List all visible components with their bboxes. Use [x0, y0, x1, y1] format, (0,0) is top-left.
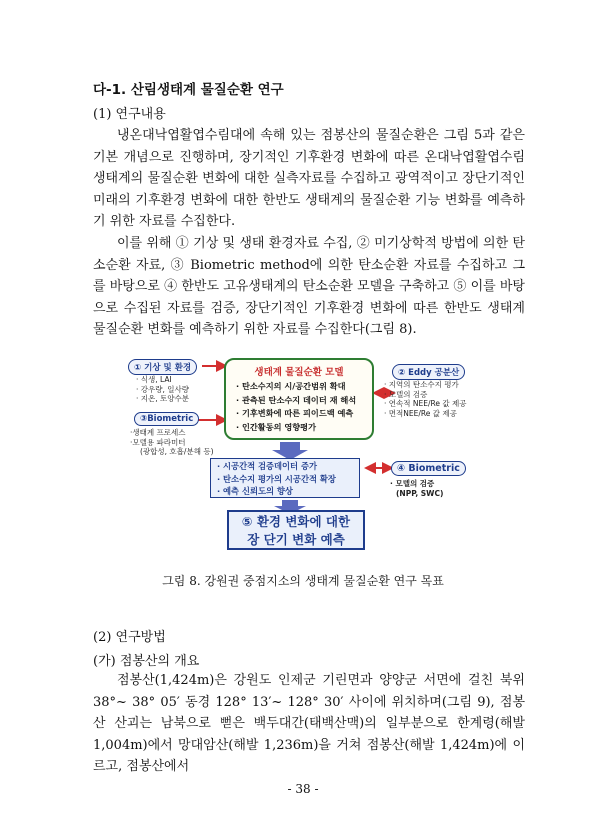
bottom-box: · 시공간적 검증데이터 증가 · 탄소수지 평가의 시공간적 확장 · 예측 신뢰도의 향상: [210, 458, 360, 498]
model-item: · 인간활동의 영향평가: [236, 421, 316, 432]
box3-items: ·생태계 프로세스 ·모델용 파라미터 (광합성, 호흡/분해 등): [130, 428, 214, 456]
research-diagram: [122, 358, 467, 566]
result-box: ⑤ 환경 변화에 대한 장 단기 변화 예측: [227, 510, 365, 550]
model-title: 생태계 물질순환 모델: [254, 367, 344, 378]
box4-label: ④ Biometric: [391, 461, 466, 476]
box2-label: ② Eddy 공분산: [392, 364, 465, 380]
subsection-heading-1: (1) 연구내용: [93, 107, 166, 122]
paragraph-2: 이를 위해 ① 기상 및 생태 환경자료 수집, ② 미기상학적 방법에 의한 탄소순환 자료, ③ Biometric method에 의한 탄소순환 자료를 수집하고 그를 바탕으로 ④ 한반도 고유생태계의 탄소순환 모델을 구축하고 ⑤ 이를 바탕으로 수집된 자료를 검증, 장단기적인 기후환경 변화에 따른 한반도 생태계 물질순환 변화를 예측하기 위한 자료를 수집한다(그림 8).: [93, 236, 525, 337]
model-item: · 기후변화에 따른 피이드백 예측: [236, 408, 354, 418]
box1-label: ① 기상 및 환경: [128, 359, 197, 375]
box3-label: ③Biometric: [134, 412, 199, 426]
paragraph-3: 점봉산(1,424m)은 강원도 인제군 기린면과 양양군 서면에 걸친 북위 38°~ 38° 05′ 동경 128° 13′~ 128° 30′ 사이에 위치하며(그림 9), 점봉산 산괴는 남북으로 뻗은 백두대간(태백산맥)의 일부분으로 한계령(해발 1,004m)에서 망대암산(해발 1,236m)을 거쳐 점봉산(해발 1,424m)에 이르고, 점봉산에서: [93, 673, 525, 774]
section-title: 다-1. 산림생태계 물질순환 연구: [93, 82, 284, 98]
box1-items: · 식생, LAI · 강우량, 일사량 · 지온, 토양수분: [136, 375, 190, 403]
subsection-heading-2a: (가) 점봉산의 개요: [93, 654, 200, 669]
subsection-heading-2: (2) 연구방법: [93, 630, 166, 645]
box2-items: · 지역의 탄소수지 평가 · 모델의 검증 · 연속적 NEE/Re 값 제공 · 면적NEE/Re 값 제공: [384, 380, 467, 418]
figure-caption: 그림 8. 강원권 중점지소의 생태계 물질순환 연구 목표: [162, 574, 444, 588]
model-item: · 탄소수지의 시/공간범위 확대: [236, 381, 346, 391]
box4-items: · 모델의 검증 (NPP, SWC): [390, 479, 444, 498]
paragraph-1: 냉온대낙엽활엽수림대에 속해 있는 점봉산의 물질순환은 그림 5과 같은 기본 개념으로 진행하며, 장기적인 기후환경 변화에 따른 온대낙엽활엽수림 생태계의 물질순환 변화에 대한 실측자료를 수집하고 광역적이고 장단기적인 미래의 기후환경 변화에 대한 한반도 생태계의 물질순환 기능 변화를 예측하기 위한 자료를 수집한다.: [93, 128, 525, 229]
model-item: · 관측된 탄소수지 데이터 재 해석: [236, 394, 357, 405]
model-box: [224, 358, 374, 440]
page-number: - 38 -: [287, 782, 319, 796]
